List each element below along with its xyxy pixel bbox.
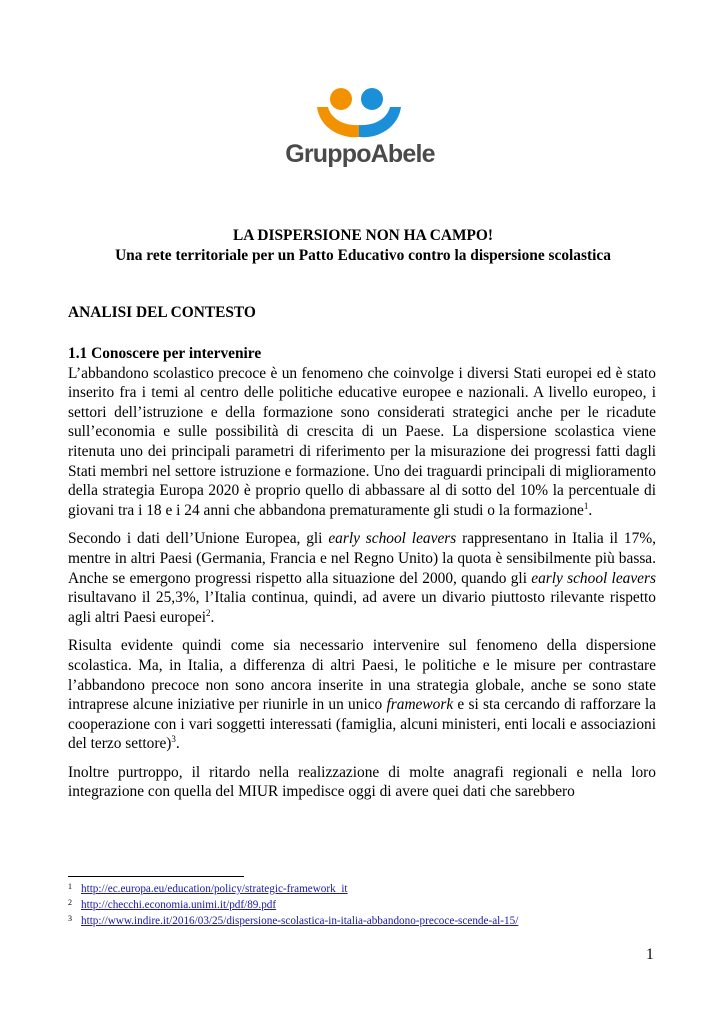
logo-wordmark: GruppoAbele <box>285 140 435 168</box>
section-heading: ANALISI DEL CONTESTO <box>68 304 256 321</box>
gruppo-abele-logo <box>270 82 450 174</box>
paragraph-2: Secondo i dati dell’Unione Europea, gli early school leavers rappresentano in Italia il 17%, mentre in altri Paesi (Germania, Francia e nel Regno Unito) la quota è sensibilmente più bassa. Anche se emergono progressi rispetto alla situazione del 2000, quando gli early school leavers risultavano il 25,3%, l’Italia continua, quindi, ad avere un divario piuttosto rilevante rispetto agli altri Paesi europei$^2$. <box>68 530 656 626</box>
footnote-1: 1 http://ec.europa.eu/education/policy/strategic-framework_it <box>68 882 348 895</box>
footnote-link-3[interactable]: http://www.indire.it/2016/03/25/dispersione-scolastica-in-italia-abbandono-precoce-scende-al-15/ <box>81 915 519 928</box>
paragraph-4: Inoltre purtroppo, il ritardo nella realizzazione di molte anagrafi regionali e nella loro integrazione con quella del MIUR impedisce oggi di avere quei dati che sarebbero <box>68 763 656 801</box>
subsection-heading: 1.1 Conoscere per intervenire <box>68 345 262 362</box>
page-number: 1 <box>646 946 654 963</box>
title-line-2: Una rete territoriale per un Patto Educativo contro la dispersione scolastica <box>115 247 611 264</box>
footnote-separator <box>68 876 244 877</box>
footnote-ref-2: 2 <box>206 607 211 618</box>
footnote-link-2[interactable]: http://checchi.economia.unimi.it/pdf/89.pdf <box>81 899 277 912</box>
logo-figures-icon <box>314 82 406 146</box>
footnote-2: 2 http://checchi.economia.unimi.it/pdf/89.pdf <box>68 898 277 912</box>
footnotes <box>68 880 668 929</box>
footnote-ref-1: 1 <box>583 500 589 511</box>
footnote-link-1[interactable]: http://ec.europa.eu/education/policy/strategic-framework_it <box>81 883 348 895</box>
document-body <box>68 344 656 811</box>
footnote-3: 3 http://www.indire.it/2016/03/25/dispersione-scolastica-in-italia-abbandono-precoce-scende-al-15/ <box>68 914 519 928</box>
footnote-ref-3: 3 <box>171 734 176 745</box>
title-line-1: LA DISPERSIONE NON HA CAMPO! <box>233 227 493 244</box>
paragraph-1: L’abbandono scolastico precoce è un fenomeno che coinvolge i diversi Stati europei ed è stato inserito fra i temi al centro delle politiche educative europee e nazionali. A livello europeo, i settori dell’istruzione e della formazione sono considerati strategici anche per le ricadute sull’economia e sulle possibilità di crescita di un Paese. La dispersione scolastica viene ritenuta uno dei principali parametri di riferimento per la misurazione dei progressi fatti dagli Stati membri nel settore istruzione e formazione. Uno dei traguardi principali di miglioramento della strategia Europa 2020 è proprio quello di abbassare al di sotto del 10% la percentuale di giovani tra i 18 e i 24 anni che abbandona prematuramente gli studi o la formazione$^1$. <box>68 364 656 519</box>
paragraph-3: Risulta evidente quindi come sia necessario intervenire sul fenomeno della dispersione scolastica. Ma, in Italia, a differenza di altri Paesi, le politiche e le misure per contrastare l’abbandono precoce non sono ancora inserite in una strategia globale, anche se sono state intraprese alcune iniziative per riunirle in un unico framework e si sta cercando di rafforzare la cooperazione con i vari soggetti interessati (famiglia, alcuni ministeri, enti locali e associazioni del terzo settore)$^3$. <box>68 637 657 753</box>
document-title <box>68 226 658 266</box>
